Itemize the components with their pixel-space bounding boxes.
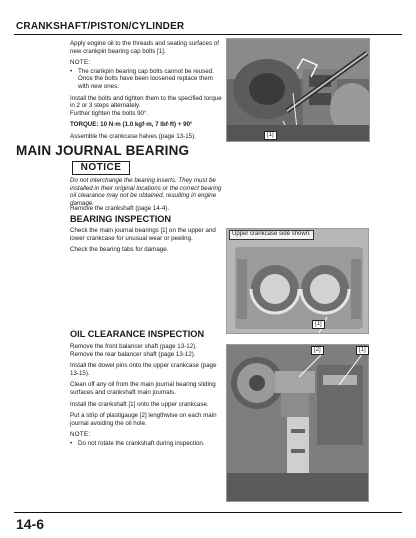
- paragraph: Install the dowel pins onto the upper crankcase (page 13-15).: [70, 362, 217, 377]
- photo-callout: [1]: [356, 346, 369, 355]
- paragraph: Apply engine oil to the threads and seating surfaces of new crankpin bearing cap bolts [1].: [70, 40, 219, 55]
- bolt-torque-photo: [226, 38, 370, 142]
- note-label: NOTE:: [70, 59, 91, 67]
- paragraph: Put a strip of plastigauge [2] lengthwise on each main journal avoiding the oil hole.: [70, 412, 217, 427]
- subsection-heading: OIL CLEARANCE INSPECTION: [70, 329, 205, 339]
- subsection-heading: BEARING INSPECTION: [70, 214, 172, 224]
- photo-callout: [2]: [311, 346, 324, 355]
- crankshaft-plastigauge-photo: [226, 344, 369, 502]
- note-text: Do not rotate the crankshaft during inspection.: [78, 439, 205, 447]
- paragraph: Remove the front balancer shaft (page 13-12).: [70, 343, 197, 350]
- note-text: The crankpin bearing cap bolts cannot be reused. Once the bolts have been loosened replace them with new ones.: [78, 67, 214, 90]
- note-label: NOTE:: [70, 431, 91, 439]
- paragraph: Further tighten the bolts 90°.: [70, 109, 149, 117]
- paragraph: Remove the rear balancer shaft (page 13-12).: [70, 350, 196, 358]
- paragraph: Check the main journal bearings [1] on the upper and lower crankcase for unusual wear or peeling.: [70, 227, 216, 242]
- notice-box: NOTICE: [72, 161, 130, 175]
- notice-text: Do not interchange the bearing inserts. They must be installed in their original locations or the correct bearing oil clearance may not be obtained, resulting in engine damage.: [70, 177, 222, 207]
- bullet-icon: •: [70, 67, 73, 75]
- paragraph: Check the bearing tabs for damage.: [70, 246, 169, 254]
- page-number: 14-6: [16, 516, 45, 532]
- note-bullet: [70, 440, 226, 448]
- crankcase-bearing-photo: [226, 228, 369, 334]
- note-bullet: [70, 68, 222, 91]
- torque-spec: TORQUE: 10 N·m (1.0 kgf·m, 7 lbf·ft) + 90°: [70, 121, 193, 129]
- bullet-icon: •: [70, 439, 73, 447]
- photo-callout: [1]: [264, 131, 277, 140]
- bearing-inspection-text: [70, 227, 222, 258]
- page-header: [14, 18, 402, 35]
- photo-callout: [1]: [312, 320, 325, 329]
- paragraph: Assemble the crankcase halves (page 13-15).: [70, 132, 196, 140]
- section-title: CRANKSHAFT/PISTON/CYLINDER: [16, 21, 185, 32]
- bolt-install-text: [70, 40, 222, 145]
- paragraph: Remove the crankshaft (page 14-4).: [70, 205, 170, 212]
- paragraph: Install the bolts and tighten them to the specified torque in 2 or 3 steps alternately.: [70, 94, 222, 110]
- footer-rule: [14, 512, 402, 513]
- section-heading: MAIN JOURNAL BEARING: [16, 143, 190, 158]
- paragraph: Clean off any oil from the main journal bearing sliding surfaces and crankshaft main journals.: [70, 381, 216, 396]
- photo-caption: Upper crankcase side shown:: [229, 230, 314, 240]
- paragraph: Install the crankshaft [1] onto the upper crankcase.: [70, 400, 209, 408]
- oil-clearance-text: [70, 343, 226, 452]
